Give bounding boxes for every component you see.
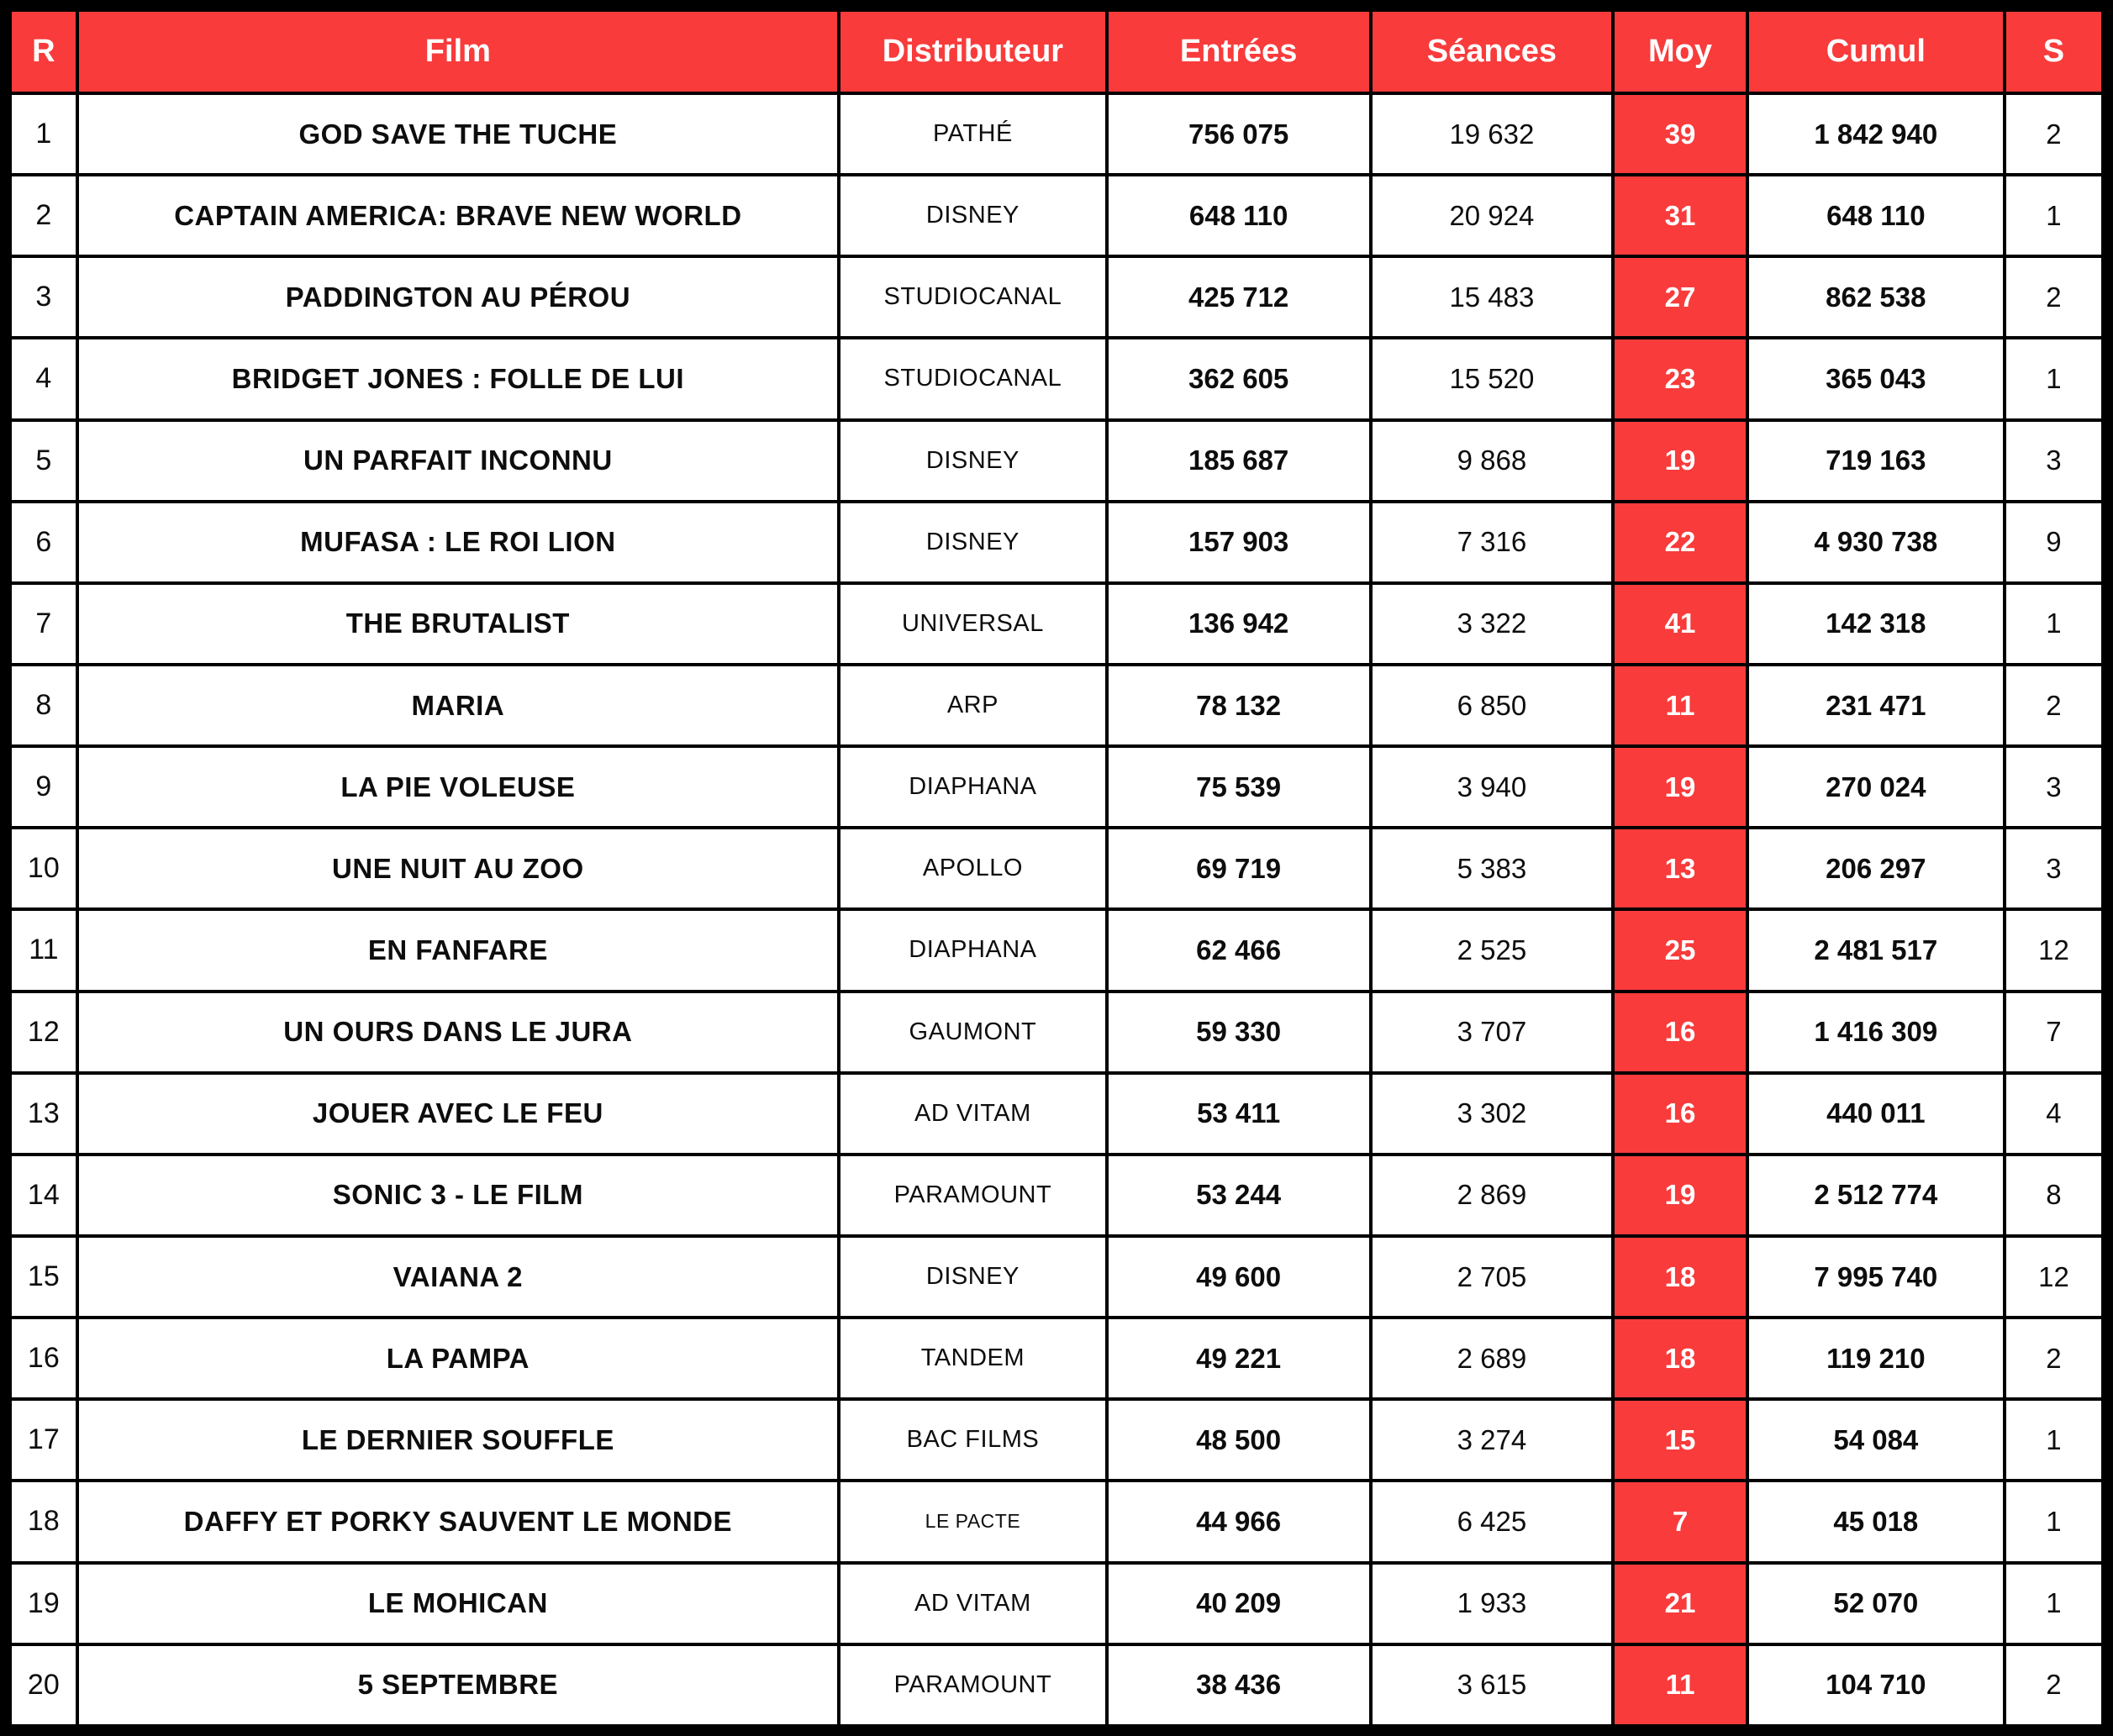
rank-cell: 15 <box>10 1236 77 1318</box>
entries-cell: 75 539 <box>1107 746 1371 828</box>
film-title-cell: VAIANA 2 <box>77 1236 839 1318</box>
weeks-cell: 1 <box>2005 1481 2103 1562</box>
screenings-cell: 2 705 <box>1371 1236 1614 1318</box>
column-header-entries: Entrées <box>1107 10 1371 93</box>
cumulative-cell: 862 538 <box>1747 256 2005 338</box>
cumulative-cell: 52 070 <box>1747 1563 2005 1644</box>
film-title-cell: LA PIE VOLEUSE <box>77 746 839 828</box>
distributor-cell: GAUMONT <box>839 992 1107 1073</box>
column-header-cumulative: Cumul <box>1747 10 2005 93</box>
average-cell: 18 <box>1613 1318 1747 1399</box>
rank-cell: 14 <box>10 1155 77 1236</box>
film-title-cell: JOUER AVEC LE FEU <box>77 1073 839 1155</box>
film-title-cell: EN FANFARE <box>77 909 839 991</box>
table-row <box>10 828 2103 909</box>
table-row <box>10 1073 2103 1155</box>
average-cell: 25 <box>1613 909 1747 991</box>
entries-cell: 425 712 <box>1107 256 1371 338</box>
rank-cell: 12 <box>10 992 77 1073</box>
entries-cell: 69 719 <box>1107 828 1371 909</box>
distributor-cell: DISNEY <box>839 420 1107 502</box>
screenings-cell: 19 632 <box>1371 93 1614 175</box>
film-title-cell: LE DERNIER SOUFFLE <box>77 1399 839 1481</box>
average-cell: 16 <box>1613 1073 1747 1155</box>
entries-cell: 59 330 <box>1107 992 1371 1073</box>
box-office-table <box>8 8 2105 1728</box>
weeks-cell: 1 <box>2005 338 2103 419</box>
screenings-cell: 5 383 <box>1371 828 1614 909</box>
screenings-cell: 1 933 <box>1371 1563 1614 1644</box>
average-cell: 23 <box>1613 338 1747 419</box>
table-row <box>10 93 2103 175</box>
distributor-cell: DIAPHANA <box>839 746 1107 828</box>
distributor-cell: AD VITAM <box>839 1563 1107 1644</box>
entries-cell: 78 132 <box>1107 665 1371 746</box>
film-title-cell: LA PAMPA <box>77 1318 839 1399</box>
average-cell: 19 <box>1613 746 1747 828</box>
weeks-cell: 1 <box>2005 1399 2103 1481</box>
average-cell: 27 <box>1613 256 1747 338</box>
weeks-cell: 1 <box>2005 1563 2103 1644</box>
rank-cell: 5 <box>10 420 77 502</box>
weeks-cell: 3 <box>2005 746 2103 828</box>
distributor-cell: DISNEY <box>839 1236 1107 1318</box>
distributor-cell: LE PACTE <box>839 1481 1107 1562</box>
rank-cell: 11 <box>10 909 77 991</box>
distributor-cell: UNIVERSAL <box>839 583 1107 665</box>
weeks-cell: 2 <box>2005 1644 2103 1726</box>
table-row <box>10 1399 2103 1481</box>
entries-cell: 48 500 <box>1107 1399 1371 1481</box>
screenings-cell: 3 707 <box>1371 992 1614 1073</box>
rank-cell: 19 <box>10 1563 77 1644</box>
distributor-cell: APOLLO <box>839 828 1107 909</box>
film-title-cell: SONIC 3 - LE FILM <box>77 1155 839 1236</box>
rank-cell: 2 <box>10 175 77 256</box>
column-header-rank: R <box>10 10 77 93</box>
average-cell: 11 <box>1613 665 1747 746</box>
entries-cell: 648 110 <box>1107 175 1371 256</box>
column-header-film: Film <box>77 10 839 93</box>
weeks-cell: 12 <box>2005 1236 2103 1318</box>
cumulative-cell: 648 110 <box>1747 175 2005 256</box>
screenings-cell: 3 940 <box>1371 746 1614 828</box>
weeks-cell: 12 <box>2005 909 2103 991</box>
rank-cell: 9 <box>10 746 77 828</box>
screenings-cell: 9 868 <box>1371 420 1614 502</box>
rank-cell: 8 <box>10 665 77 746</box>
header-row <box>10 10 2103 93</box>
screenings-cell: 6 425 <box>1371 1481 1614 1562</box>
screenings-cell: 15 520 <box>1371 338 1614 419</box>
film-title-cell: DAFFY ET PORKY SAUVENT LE MONDE <box>77 1481 839 1562</box>
weeks-cell: 1 <box>2005 583 2103 665</box>
weeks-cell: 2 <box>2005 665 2103 746</box>
cumulative-cell: 231 471 <box>1747 665 2005 746</box>
entries-cell: 49 221 <box>1107 1318 1371 1399</box>
cumulative-cell: 2 512 774 <box>1747 1155 2005 1236</box>
screenings-cell: 3 274 <box>1371 1399 1614 1481</box>
column-header-screenings: Séances <box>1371 10 1614 93</box>
entries-cell: 136 942 <box>1107 583 1371 665</box>
average-cell: 21 <box>1613 1563 1747 1644</box>
weeks-cell: 2 <box>2005 256 2103 338</box>
rank-cell: 13 <box>10 1073 77 1155</box>
rank-cell: 16 <box>10 1318 77 1399</box>
average-cell: 39 <box>1613 93 1747 175</box>
cumulative-cell: 7 995 740 <box>1747 1236 2005 1318</box>
weeks-cell: 3 <box>2005 828 2103 909</box>
table-row <box>10 746 2103 828</box>
table-row <box>10 420 2103 502</box>
average-cell: 31 <box>1613 175 1747 256</box>
table-row <box>10 992 2103 1073</box>
distributor-cell: BAC FILMS <box>839 1399 1107 1481</box>
rank-cell: 17 <box>10 1399 77 1481</box>
screenings-cell: 6 850 <box>1371 665 1614 746</box>
film-title-cell: MUFASA : LE ROI LION <box>77 502 839 583</box>
table-row <box>10 909 2103 991</box>
distributor-cell: DIAPHANA <box>839 909 1107 991</box>
film-title-cell: MARIA <box>77 665 839 746</box>
rank-cell: 1 <box>10 93 77 175</box>
rank-cell: 7 <box>10 583 77 665</box>
rank-cell: 4 <box>10 338 77 419</box>
weeks-cell: 4 <box>2005 1073 2103 1155</box>
distributor-cell: TANDEM <box>839 1318 1107 1399</box>
cumulative-cell: 54 084 <box>1747 1399 2005 1481</box>
cumulative-cell: 719 163 <box>1747 420 2005 502</box>
film-title-cell: THE BRUTALIST <box>77 583 839 665</box>
entries-cell: 49 600 <box>1107 1236 1371 1318</box>
average-cell: 13 <box>1613 828 1747 909</box>
weeks-cell: 8 <box>2005 1155 2103 1236</box>
column-header-distributor: Distributeur <box>839 10 1107 93</box>
table-row <box>10 583 2103 665</box>
entries-cell: 44 966 <box>1107 1481 1371 1562</box>
entries-cell: 185 687 <box>1107 420 1371 502</box>
distributor-cell: DISNEY <box>839 502 1107 583</box>
screenings-cell: 7 316 <box>1371 502 1614 583</box>
distributor-cell: PARAMOUNT <box>839 1644 1107 1726</box>
entries-cell: 62 466 <box>1107 909 1371 991</box>
distributor-cell: AD VITAM <box>839 1073 1107 1155</box>
distributor-cell: STUDIOCANAL <box>839 338 1107 419</box>
table-row <box>10 502 2103 583</box>
table-row <box>10 1563 2103 1644</box>
screenings-cell: 2 689 <box>1371 1318 1614 1399</box>
distributor-cell: PARAMOUNT <box>839 1155 1107 1236</box>
rank-cell: 3 <box>10 256 77 338</box>
table-row <box>10 665 2103 746</box>
entries-cell: 40 209 <box>1107 1563 1371 1644</box>
average-cell: 11 <box>1613 1644 1747 1726</box>
entries-cell: 362 605 <box>1107 338 1371 419</box>
cumulative-cell: 206 297 <box>1747 828 2005 909</box>
average-cell: 18 <box>1613 1236 1747 1318</box>
entries-cell: 53 244 <box>1107 1155 1371 1236</box>
average-cell: 7 <box>1613 1481 1747 1562</box>
table-row <box>10 1318 2103 1399</box>
cumulative-cell: 1 416 309 <box>1747 992 2005 1073</box>
table-row <box>10 338 2103 419</box>
cumulative-cell: 1 842 940 <box>1747 93 2005 175</box>
entries-cell: 53 411 <box>1107 1073 1371 1155</box>
screenings-cell: 2 525 <box>1371 909 1614 991</box>
film-title-cell: LE MOHICAN <box>77 1563 839 1644</box>
box-office-table-frame <box>8 8 2105 1728</box>
average-cell: 19 <box>1613 420 1747 502</box>
average-cell: 15 <box>1613 1399 1747 1481</box>
screenings-cell: 15 483 <box>1371 256 1614 338</box>
table-row <box>10 1155 2103 1236</box>
weeks-cell: 7 <box>2005 992 2103 1073</box>
table-row <box>10 1644 2103 1726</box>
table-row <box>10 256 2103 338</box>
column-header-average: Moy <box>1613 10 1747 93</box>
rank-cell: 6 <box>10 502 77 583</box>
entries-cell: 38 436 <box>1107 1644 1371 1726</box>
film-title-cell: GOD SAVE THE TUCHE <box>77 93 839 175</box>
average-cell: 22 <box>1613 502 1747 583</box>
film-title-cell: CAPTAIN AMERICA: BRAVE NEW WORLD <box>77 175 839 256</box>
screenings-cell: 3 615 <box>1371 1644 1614 1726</box>
average-cell: 19 <box>1613 1155 1747 1236</box>
screenings-cell: 3 322 <box>1371 583 1614 665</box>
distributor-cell: PATHÉ <box>839 93 1107 175</box>
screenings-cell: 2 869 <box>1371 1155 1614 1236</box>
screenings-cell: 20 924 <box>1371 175 1614 256</box>
cumulative-cell: 142 318 <box>1747 583 2005 665</box>
cumulative-cell: 440 011 <box>1747 1073 2005 1155</box>
column-header-weeks: S <box>2005 10 2103 93</box>
distributor-cell: STUDIOCANAL <box>839 256 1107 338</box>
average-cell: 41 <box>1613 583 1747 665</box>
weeks-cell: 3 <box>2005 420 2103 502</box>
rank-cell: 20 <box>10 1644 77 1726</box>
film-title-cell: UN OURS DANS LE JURA <box>77 992 839 1073</box>
cumulative-cell: 270 024 <box>1747 746 2005 828</box>
cumulative-cell: 4 930 738 <box>1747 502 2005 583</box>
weeks-cell: 9 <box>2005 502 2103 583</box>
entries-cell: 756 075 <box>1107 93 1371 175</box>
weeks-cell: 2 <box>2005 93 2103 175</box>
weeks-cell: 1 <box>2005 175 2103 256</box>
film-title-cell: PADDINGTON AU PÉROU <box>77 256 839 338</box>
average-cell: 16 <box>1613 992 1747 1073</box>
film-title-cell: UN PARFAIT INCONNU <box>77 420 839 502</box>
cumulative-cell: 45 018 <box>1747 1481 2005 1562</box>
film-title-cell: BRIDGET JONES : FOLLE DE LUI <box>77 338 839 419</box>
screenings-cell: 3 302 <box>1371 1073 1614 1155</box>
distributor-cell: DISNEY <box>839 175 1107 256</box>
distributor-cell: ARP <box>839 665 1107 746</box>
cumulative-cell: 365 043 <box>1747 338 2005 419</box>
table-row <box>10 175 2103 256</box>
film-title-cell: UNE NUIT AU ZOO <box>77 828 839 909</box>
rank-cell: 18 <box>10 1481 77 1562</box>
table-row <box>10 1481 2103 1562</box>
weeks-cell: 2 <box>2005 1318 2103 1399</box>
entries-cell: 157 903 <box>1107 502 1371 583</box>
cumulative-cell: 2 481 517 <box>1747 909 2005 991</box>
film-title-cell: 5 SEPTEMBRE <box>77 1644 839 1726</box>
cumulative-cell: 104 710 <box>1747 1644 2005 1726</box>
cumulative-cell: 119 210 <box>1747 1318 2005 1399</box>
rank-cell: 10 <box>10 828 77 909</box>
table-row <box>10 1236 2103 1318</box>
